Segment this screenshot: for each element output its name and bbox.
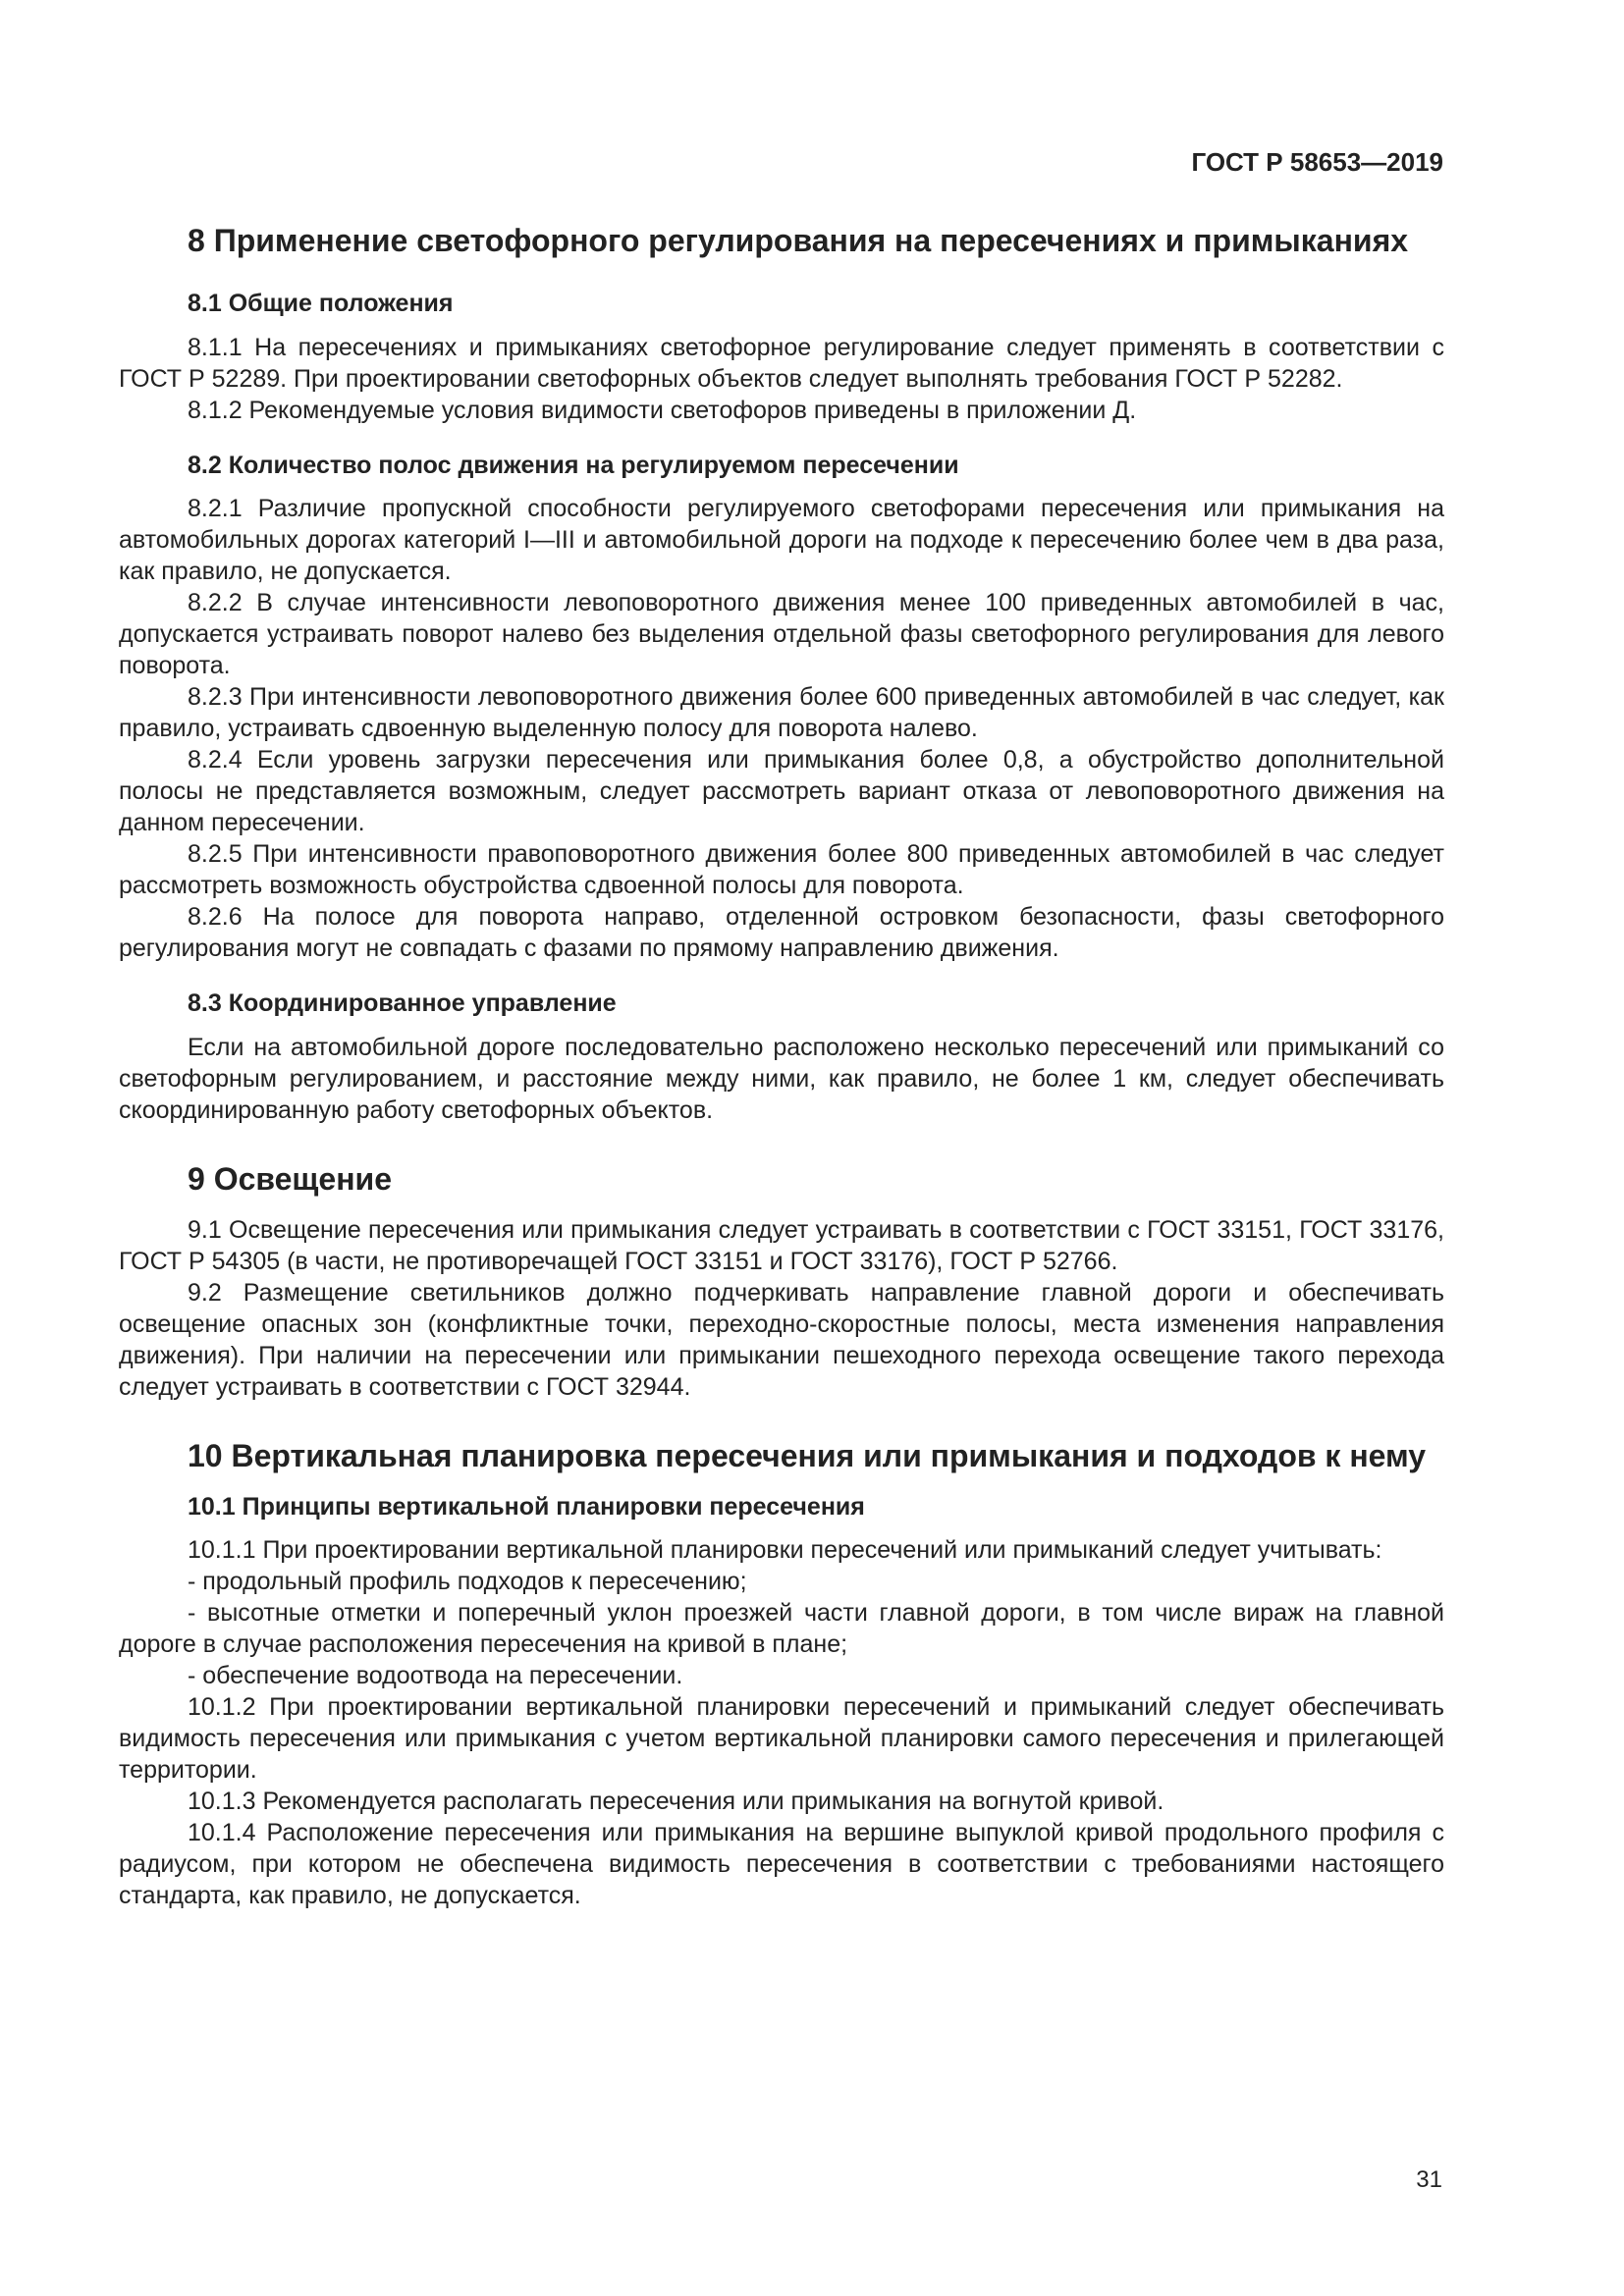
section-10-heading: 10 Вертикальная планировка пересечения или примыкания и подходов к нему (188, 1437, 1427, 1473)
paragraph-8-2-6: 8.2.6 На полосе для поворота направо, отделенной островком безопасности, фазы светофорного регулирования могут не совпадать с фазами по прямому направлению движения. (119, 903, 1444, 962)
section-9-heading: 9 Освещение (188, 1160, 393, 1197)
paragraph-8-2-5: 8.2.5 При интенсивности правоповоротного движения более 800 приведенных автомобилей в час следует рассмотреть возможность обустройства сдвоенной полосы для поворота. (119, 840, 1444, 899)
section-8-2-heading: 8.2 Количество полос движения на регулируемом пересечении (188, 451, 959, 479)
paragraph-8-2-3: 8.2.3 При интенсивности левоповоротного движения более 600 приведенных автомобилей в час следует, как правило, устраивать сдвоенную выделенную полосу для поворота налево. (119, 683, 1444, 742)
paragraph-8-1-1: 8.1.1 На пересечениях и примыканиях светофорное регулирование следует применять в соответствии с ГОСТ Р 52289. При проектировании светофорных объектов следует выполнять требования ГОСТ Р 52282. (119, 333, 1444, 393)
paragraph-8-2-4: 8.2.4 Если уровень загрузки пересечения или примыкания более 0,8, а обустройство дополнительной полосы не представляется возможным, следует рассмотреть вариант отказа от левоповоротного движения на данном пересечении. (119, 746, 1444, 836)
paragraph-10-1-1: 10.1.1 При проектировании вертикальной планировки пересечений или примыканий следует учитывать: (188, 1536, 1382, 1564)
page-content (119, 221, 1444, 1911)
paragraph-10-1-4: 10.1.4 Расположение пересечения или примыкания на вершине выпуклой кривой продольного профиля с радиусом, при котором не обеспечена видимость пересечения в соответствии с требованиями настоящего стандарта, как правило, не допускается. (119, 1819, 1444, 1909)
section-8-1-heading: 8.1 Общие положения (188, 290, 454, 317)
paragraph-10-1-2: 10.1.2 При проектировании вертикальной планировки пересечений и примыканий следует обеспечивать видимость пересечения или примыкания с учетом вертикальной планировки самого пересечения и прилегающей территории. (119, 1693, 1444, 1784)
paragraph-8-2-1: 8.2.1 Различие пропускной способности регулируемого светофорами пересечения или примыкания на автомобильных дорогах категорий I—III и автомобильной дороги на подходе к пересечению более чем в два раза, как правило, не допускается. (119, 495, 1444, 585)
bullet-item-3: - обеспечение водоотвода на пересечении. (188, 1662, 683, 1689)
paragraph-8-1-2: 8.1.2 Рекомендуемые условия видимости светофоров приведены в приложении Д. (188, 396, 1137, 424)
section-10-1-heading: 10.1 Принципы вертикальной планировки пересечения (188, 1492, 865, 1521)
paragraph-9-1: 9.1 Освещение пересечения или примыкания следует устраивать в соответствии с ГОСТ 33151, ГОСТ 33176, ГОСТ Р 54305 (в части, не противоречащей ГОСТ 33151 и ГОСТ 33176), ГОСТ Р 52766. (119, 1215, 1444, 1275)
section-8-3-heading: 8.3 Координированное управление (188, 989, 617, 1017)
bullet-item-1: - продольный профиль подходов к пересечению; (188, 1568, 747, 1595)
paragraph-9-2: 9.2 Размещение светильников должно подчеркивать направление главной дороги и обеспечивать освещение опасных зон (конфликтные точки, переходно-скоростные полосы, места изменения направления движения). При наличии на пересечении или примыкании пешеходного перехода освещение такого перехода следует устраивать в соответствии с ГОСТ 32944. (119, 1278, 1444, 1401)
paragraph-8-3: Если на автомобильной дороге последовательно расположено несколько пересечений или примыканий со светофорным регулированием, и расстояние между ними, как правило, не более 1 км, следует обеспечивать скоординированную работу светофорных объектов. (119, 1033, 1444, 1124)
bullet-item-2: - высотные отметки и поперечный уклон проезжей части главной дороги, в том числе вираж на главной дороге в случае расположения пересечения на кривой в плане; (119, 1599, 1444, 1658)
section-8-heading: 8 Применение светофорного регулирования на пересечениях и примыканиях (188, 223, 1409, 258)
document-id: ГОСТ Р 58653—2019 (1191, 147, 1443, 177)
page-number: 31 (1416, 2166, 1442, 2193)
paragraph-10-1-3: 10.1.3 Рекомендуется располагать пересечения или примыкания на вогнутой кривой. (188, 1788, 1164, 1815)
paragraph-8-2-2: 8.2.2 В случае интенсивности левоповоротного движения менее 100 приведенных автомобилей в час, допускается устраивать поворот налево без выделения отдельной фазы светофорного регулирования для левого поворота. (119, 589, 1444, 679)
